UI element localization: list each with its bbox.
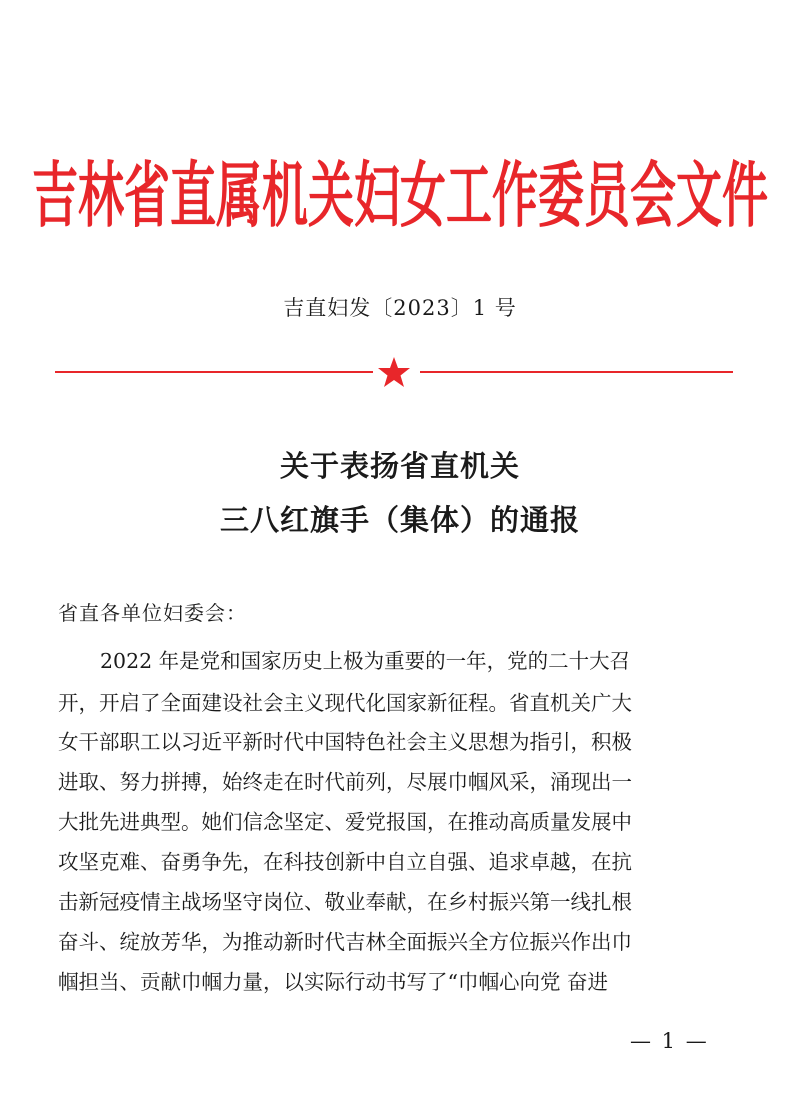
- body-line: 帼担当、贡献巾帼力量，以实际行动书写了“巾帼心向党 奋进: [58, 970, 608, 994]
- body-line: 进取、努力拼搏，始终走在时代前列，尽展巾帼风采，涌现出一: [58, 770, 632, 794]
- document-number: 吉直妇发〔2023〕1 号: [283, 296, 517, 320]
- document-title-line-2: 三八红旗手（集体）的通报: [219, 503, 580, 537]
- body-line: 击新冠疫情主战场坚守岗位、敬业奉献，在乡村振兴第一线扎根: [58, 890, 632, 914]
- star-icon: [377, 356, 411, 388]
- body-line: 2022 年是党和国家历史上极为重要的一年，党的二十大召: [100, 649, 631, 673]
- red-divider-right: [420, 371, 733, 373]
- body-line: 攻坚克难、奋勇争先，在科技创新中自立自强、追求卓越，在抗: [58, 850, 632, 874]
- body-line: 开，开启了全面建设社会主义现代化国家新征程。省直机关广大: [58, 691, 632, 715]
- document-title-line-1: 关于表扬省直机关: [279, 449, 520, 483]
- body-line: 大批先进典型。她们信念坚定、爱党报国，在推动高质量发展中: [58, 810, 632, 834]
- page-number: — 1 —: [630, 1029, 709, 1053]
- body-line: 奋斗、绽放芳华，为推动新时代吉林全面振兴全方位振兴作出巾: [58, 930, 632, 954]
- red-divider-left: [55, 371, 373, 373]
- document-masthead: 吉林省直属机关妇女工作委员会文件: [32, 153, 768, 237]
- body-line: 女干部职工以习近平新时代中国特色社会主义思想为指引，积极: [58, 730, 632, 754]
- salutation: 省直各单位妇委会：: [58, 601, 247, 625]
